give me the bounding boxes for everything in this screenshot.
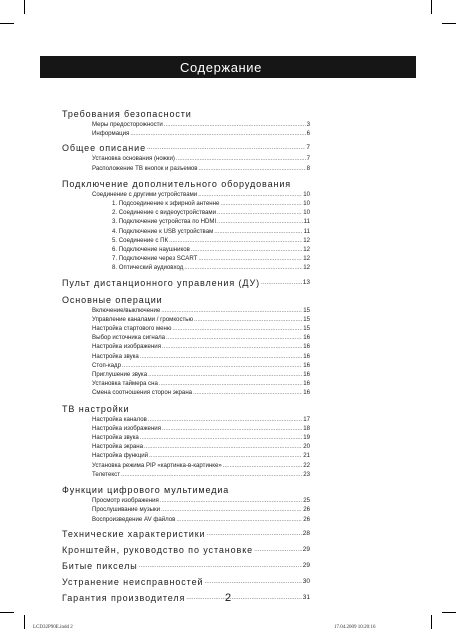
toc-subentry[interactable]: 2. Соединение с видеоустройствами ..... 10	[62, 208, 310, 217]
toc-section-entry[interactable]: Общее описание ..... 7	[62, 142, 310, 154]
page-title: Содержание	[180, 59, 262, 75]
toc-entry[interactable]: Установка режима PIP «картинка-в-картинке» ..... 22	[62, 461, 310, 470]
toc-entry[interactable]: Настройка изображения ..... 18	[62, 424, 310, 433]
toc-subentry[interactable]: 8. Оптический аудиовход ..... 12	[62, 263, 310, 272]
crop-mark	[0, 23, 14, 24]
toc-entry[interactable]: Настройка звука ..... 16	[62, 352, 310, 361]
contents-header-banner	[40, 56, 416, 78]
crop-mark	[0, 612, 14, 613]
toc-entry[interactable]: Меры предосторожности ..... 3	[62, 120, 310, 129]
toc-subentry[interactable]: 1. Подсоединение к эфирной антенне ..... 10	[62, 199, 310, 208]
toc-entry[interactable]: Управление каналами / громкостью ..... 15	[62, 315, 310, 324]
toc-entry[interactable]: Смена соотношения сторон экрана ..... 16	[62, 388, 310, 397]
toc-entry[interactable]: Настройка каналов ..... 17	[62, 415, 310, 424]
print-timestamp: 17.04.2009 10:20:16	[334, 625, 376, 630]
crop-mark	[431, 0, 432, 14]
toc-subentry[interactable]: 5. Соединение с ПК ..... 12	[62, 236, 310, 245]
toc-entry[interactable]: Воспроизведение AV файлов ..... 26	[62, 515, 310, 524]
toc-entry[interactable]: Стоп-кадр ..... 16	[62, 361, 310, 370]
toc-entry[interactable]: Выбор источника сигнала ..... 16	[62, 333, 310, 342]
crop-mark	[24, 615, 25, 629]
toc-entry[interactable]: Расположение ТВ кнопок и разъемов ..... 8	[62, 164, 310, 173]
toc-entry[interactable]: Настройка звука ..... 19	[62, 433, 310, 442]
toc-subentry[interactable]: 7. Подключение через SCART ..... 12	[62, 254, 310, 263]
page-number: 2	[224, 592, 232, 604]
toc-entry[interactable]: Установка основания (ножки) ..... 7	[62, 154, 310, 163]
toc-entry[interactable]: Настройка экрана ..... 20	[62, 442, 310, 451]
print-file-slug: LCD32P90E.indd 2	[33, 625, 73, 630]
toc-section-entry[interactable]: Гарантия производителя ..... 31	[62, 592, 310, 604]
toc-section-entry[interactable]: Технические характеристики ..... 28	[62, 528, 310, 540]
toc-section-entry[interactable]: Битые пикселы ..... 29	[62, 560, 310, 572]
toc-section-title: Требования безопасности	[62, 109, 192, 119]
crop-mark	[24, 0, 25, 14]
toc-subentry[interactable]: 4. Подключение к USB устройствам ..... 11	[62, 227, 310, 236]
crop-mark	[442, 612, 456, 613]
crop-mark	[431, 615, 432, 629]
toc-section-entry[interactable]: Кронштейн, руководство по установке ..... 29	[62, 544, 310, 556]
toc-section-entry[interactable]: Пульт дистанционного управления (ДУ) ..... 13	[62, 277, 310, 289]
toc-section-title: Функции цифрового мультимедиа	[62, 485, 230, 496]
toc-subentry[interactable]: 3. Подключение устройства по HDMI ..... 11	[62, 217, 310, 226]
toc-entry[interactable]: Соединение с другими устройствами ..... 10	[62, 190, 310, 199]
toc-entry[interactable]: Включение/выключение ..... 15	[62, 306, 310, 315]
table-of-contents	[62, 108, 310, 604]
toc-entry[interactable]: Настройка функций ..... 21	[62, 451, 310, 460]
toc-entry[interactable]: Телетекст ..... 23	[62, 470, 310, 479]
toc-section-title: Подключение дополнительного оборудования	[62, 178, 292, 189]
toc-entry[interactable]: Приглушение звука ..... 16	[62, 370, 310, 379]
toc-entry[interactable]: Установка таймера сна ..... 16	[62, 379, 310, 388]
toc-entry[interactable]: Настройка изображения ..... 16	[62, 342, 310, 351]
toc-subentry[interactable]: 6. Подключение наушников ..... 12	[62, 245, 310, 254]
toc-entry[interactable]: Информация ..... 6	[62, 129, 310, 138]
toc-entry[interactable]: Прослушивание музыки ..... 26	[62, 505, 310, 514]
toc-entry[interactable]: Настройка стартового меню ..... 15	[62, 324, 310, 333]
toc-section-title: Основные операции	[62, 294, 163, 305]
toc-entry[interactable]: Просмотр изображения ..... 25	[62, 496, 310, 505]
toc-section-title: ТВ настройки	[62, 403, 130, 414]
crop-mark	[442, 23, 456, 24]
toc-section-entry[interactable]: Устранение неисправностей ..... 30	[62, 576, 310, 588]
